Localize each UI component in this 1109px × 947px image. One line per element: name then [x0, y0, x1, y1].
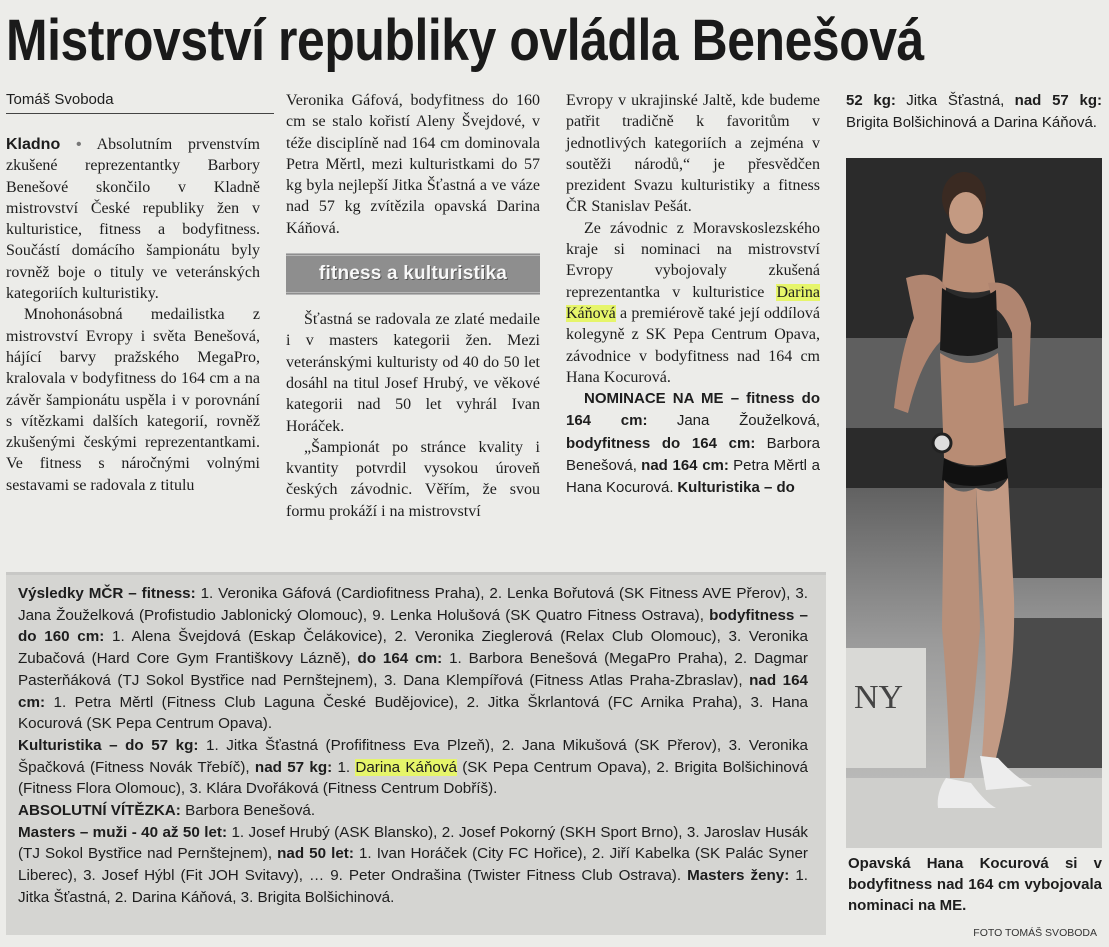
results-text	[18, 583, 808, 909]
text: 1. Josef Hrubý (ASK Blansko), 2. Josef Pokorný (SKH Sport Brno), 3. Jaroslav Husák (TJ Sokol Bystřice nad Pernštejnem),	[18, 823, 808, 863]
byline: Tomáš Svoboda	[6, 90, 274, 114]
bold-label: do 164 cm:	[357, 650, 443, 668]
article-column-4	[846, 90, 1102, 135]
photo-credit: FOTO TOMÁŠ SVOBODA	[973, 927, 1097, 939]
headline: Mistrovství republiky ovládla Benešová	[6, 8, 924, 73]
text: 1. Alena Švejdová (Eskap Čelákovice), 2. Veronika Zieglerová (Relax Club Olomouc), 3. Veronika Zubačová (Hard Core Gym Františkovy Lázně),	[18, 628, 808, 668]
results-paragraph	[18, 800, 808, 822]
paragraph	[6, 134, 260, 304]
text: 1. Petra Měrtl (Fitness Club Laguna České Budějovice), 2. Jitka Škrlantová (FC Arnika Praha), 3. Hana Kocurová (SK Pepa Centrum Opava).	[18, 693, 808, 733]
text: Jitka Šťastná,	[906, 92, 1005, 109]
paragraph: Veronika Gáfová, bodyfitness do 160 cm se stalo kořistí Aleny Švejdové, v téže disciplíně nad 164 cm dominovala Petra Měrtl, mezi kulturistkami do 57 kg byla nejlepší Jitka Šťastná a ve váze nad 57 kg zvítězila opavská Darina Káňová.	[286, 92, 540, 237]
photo-caption: Opavská Hana Kocurová si v bodyfitness nad 164 cm vybojovala nominaci na ME.	[848, 855, 1102, 914]
text: 1. Jitka Šťastná (Profifitness Eva Plzeň), 2. Jana Mikušová (SK Přerov), 3. Veronika Špačková (Fitness Novák Třebíč),	[18, 736, 808, 776]
section-heading: fitness a kulturistika	[318, 263, 508, 285]
svg-text:NY: NY	[854, 679, 904, 716]
bold-label: nad 57 kg:	[254, 758, 333, 776]
results-paragraph	[18, 735, 808, 800]
bold-label: 52 kg:	[846, 92, 896, 109]
text: (SK Pepa Centrum Opava), 2. Brigita Bolšichinová (Fitness Flora Olomouc), 3. Klára Dvořáková (Fitness Centrum Dobříš).	[18, 758, 808, 798]
highlighted-name: Darina Káňová	[355, 758, 457, 776]
bold-label: NOMINACE NA ME – fitness do 164 cm:	[566, 390, 820, 430]
article-column-1	[6, 134, 260, 496]
bold-label: ABSOLUTNÍ VÍTĚZKA:	[18, 802, 181, 820]
paragraph: „Šampionát po stránce kvality i kvantity potvrdil vysokou úroveň českých závodnic. Věřím, že svou formu prokáží i na mistrovství	[286, 438, 540, 520]
athlete-illustration	[846, 158, 1102, 848]
text: 1.	[337, 758, 351, 776]
dateline: Kladno	[6, 136, 61, 153]
bold-label: nad 164 cm:	[641, 457, 729, 475]
bullet-icon: •	[76, 136, 82, 153]
article-column-3	[566, 90, 820, 500]
bold-label: nad 164 cm:	[18, 671, 809, 711]
bold-label: Kulturistika – do	[677, 479, 795, 497]
text: Brigita Bolšichinová a Darina Káňová.	[846, 114, 1097, 132]
text: Petra Měrtl a Hana Kocurová.	[566, 457, 821, 497]
paragraph: Evropy v ukrajinské Jaltě, kde budeme patřit tradičně k favoritům v jednotlivých kategoriích a zejména v soutěži národů,“ je přesvědčen prezident Svazu kulturistiky a fitness ČR Stanislav Pešát.	[566, 92, 820, 216]
text: Jana Žouželková,	[676, 412, 820, 430]
paragraph	[566, 218, 820, 388]
paragraph-text: a premiérově také její oddílová kolegyně z SK Pepa Centrum Opava, závodnice v bodyfitness nad 164 cm Hana Kocurová.	[566, 304, 821, 386]
text: 1. Barbora Benešová (MegaPro Praha), 2. Dagmar Pasterňáková (TJ Sokol Bystřice nad Pernštejnem), 3. Dana Klempířová (Fitness Atlas Praha-Zbraslav),	[18, 650, 808, 689]
text: Barbora Benešová.	[185, 802, 316, 820]
bold-label: Masters ženy:	[687, 867, 790, 885]
paragraph-text: Absolutním prvenstvím zkušené reprezentantky Barbory Benešové skončilo v Kladně mistrovství České republiky žen v kulturistice, fitness a bodyfitness. Součástí domácího šampionátu byly rovněž boje o tituly ve veteránských kategoriích kulturistiky.	[6, 136, 260, 303]
text: 1. Jitka Šťastná, 2. Darina Káňová, 3. Brigita Bolšichinová.	[18, 867, 808, 906]
highlighted-name: Darina Káňová	[566, 283, 820, 322]
results-paragraph	[18, 822, 808, 909]
results-box	[6, 572, 826, 935]
bold-label: nad 50 let:	[277, 845, 354, 863]
nomination-paragraph	[566, 388, 820, 499]
paragraph: Mnohonásobná medailistka z mistrovství Evropy i světa Benešová, hájící barvy pražského MegaPro, kralovala v bodyfitness do 164 cm a na závěr šampionátu uspěla i v porovnání s vítězkami dalších kategorií, rovněž zkušenými českými reprezentantkami. Ve fitness s náročnými volnými sestavami se radovala z titulu	[6, 306, 260, 494]
bold-label: Masters – muži - 40 až 50 let:	[18, 823, 228, 841]
bold-label: bodyfitness do 164 cm:	[566, 434, 756, 452]
text: 1. Ivan Horáček (City FC Hořice), 2. Jiří Kabelka (SK Palác Syner Liberec), 3. Josef Hýbl (Fit JOH Svitavy), … 9. Peter Ondrašina (Twister Fitness Club Ostrava).	[18, 845, 808, 885]
paragraph-text: Ze závodnic z Moravskoslezského kraje si nominaci na mistrovství Evropy vybojovaly zkušená reprezentantka v kulturistice	[566, 219, 820, 301]
athlete-photo	[846, 158, 1102, 848]
section-heading-box	[286, 253, 540, 295]
bold-label: Kulturistika – do 57 kg:	[18, 736, 199, 754]
nomination-continued	[846, 90, 1102, 135]
bold-label: nad 57 kg:	[1014, 92, 1103, 109]
article-column-2	[286, 90, 540, 522]
text: 1. Veronika Gáfová (Cardiofitness Praha), 2. Lenka Bořutová (SK Fitness AVE Přerov), 3. Jana Žouželková (Profistudio Jablonický Olomouc), 9. Lenka Holušová (SK Quatro Fitness Ostrava),	[18, 585, 808, 624]
paragraph: Šťastná se radovala ze zlaté medaile i v masters kategorii žen. Mezi veteránskými kulturisty od 40 do 50 let dosáhl na titul Josef Hrubý, ve věkové kategorii nad 50 let vyhrál Ivan Horáček.	[286, 311, 540, 435]
text: Barbora Benešová,	[566, 434, 820, 475]
results-paragraph	[18, 583, 808, 735]
bold-label: Výsledky MČR – fitness:	[18, 585, 196, 602]
bold-label: bodyfitness – do 160 cm:	[18, 606, 808, 646]
